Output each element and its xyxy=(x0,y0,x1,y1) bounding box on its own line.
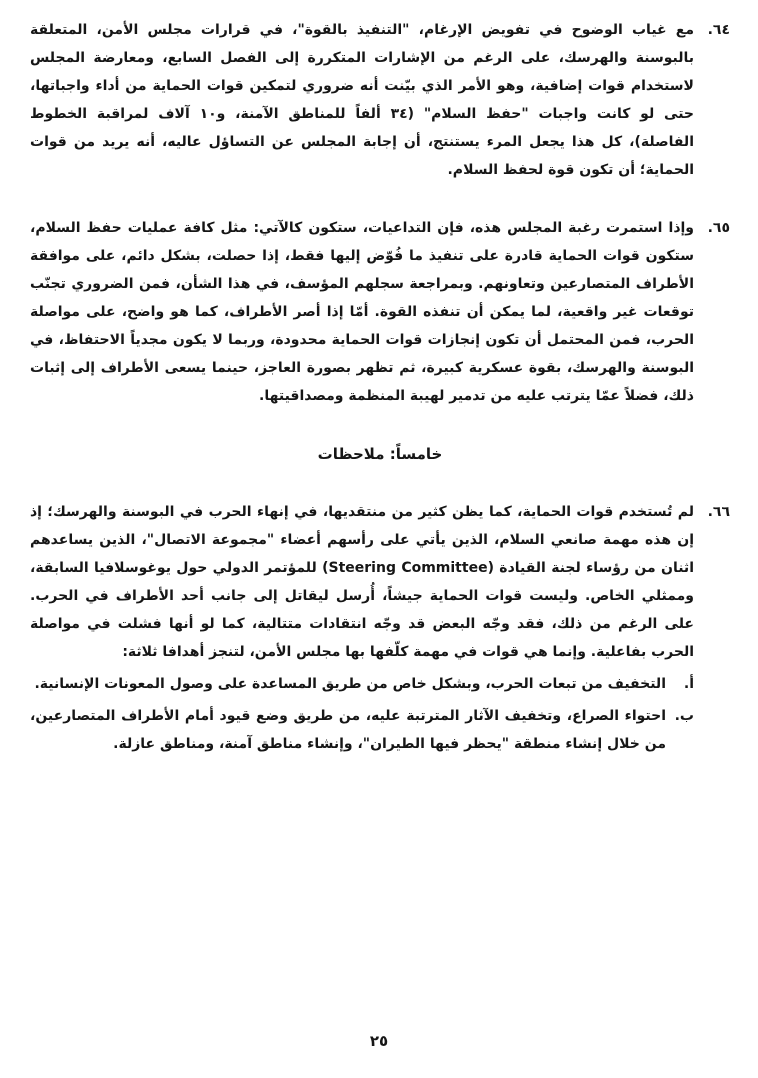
paragraph-66-text: لم تُستخدم قوات الحماية، كما يظن كثير من منتقديها، في إنهاء الحرب في البوسنة والهرسك؛ إذ إن هذه مهمة صانعي السلام، الذين يأتي على رأسهم أعضاء "مجموعة الاتصال"، الذين يساعدهم اثنان من رؤساء لجنة القيادة (Steering Committee) للمؤتمر الدولي حول يوغوسلافيا السابقة، وممثلي الخاص. وليست قوات الحماية جيشاً، أُرسل ليقاتل إلى جانب أحد الأطراف في الحرب. على الرغم من ذلك، فقد وجّه البعض قد وجّه انتقادات متتالية، كما لو أنها فشلت في مواصلة الحرب بفاعلية. وإنما هي قوات في مهمة كلّفها بها مجلس الأمن، لتنجز أهدافا ثلاثة: xyxy=(30,504,694,660)
paragraph-64-number: ٦٤. xyxy=(707,22,730,38)
paragraph-65-text: وإذا استمرت رغبة المجلس هذه، فإن التداعيات، ستكون كالآتي: مثل كافة عمليات حفظ السلام، ستكون قوات الحماية قادرة على تنفيذ ما فُوّض إليها فقط، إذا حصلت، بشكل دائم، على موافقة الأطراف المتصارعين وتعاونهم. وبمراجعة سجلهم المؤسف، في هذا الشأن، فمن الضروري تجنّب توقعات غير واقعية، لما يمكن أن تنفذه القوة. أمّا إذا أصر الأطراف، كما هو واضح، على مواصلة الحرب، فمن المحتمل أن تكون إنجازات قوات الحماية محدودة، وربما لا يكون مجدياً الاحتفاظ، في البوسنة والهرسك، بقوة عسكرية كبيرة، ثم تظهر بصورة العاجز، حينما يسعى الأطراف إلى إثبات ذلك، فضلاً عمّا يترتب عليه من تدمير لهيبة المنظمة ومصداقيتها. xyxy=(30,220,694,404)
paragraph-64-text: مع غياب الوضوح في تفويض الإرغام، "التنفيذ بالقوة"، في قرارات مجلس الأمن، المتعلقة بالبوسنة والهرسك، على الرغم من الإشارات المتكررة إلى الفصل السابع، ومعارضة المجلس لاستخدام قوات إضافية، وهو الأمر الذي بيّنت أنه ضروري لتمكين قوات الحماية من أداء واجباتها، حتى لو كانت واجبات "حفظ السلام" (٣٤ ألفاً للمناطق الآمنة، و١٠ آلاف لمراقبة الخطوط الفاصلة)، كل هذا يجعل المرء يستنتج، أن إجابة المجلس عن التساؤل عاليه، أنه يريد من قوات الحماية؛ أن تكون قوة لحفظ السلام. xyxy=(30,22,694,178)
list-item-b-marker: ب. xyxy=(674,708,694,724)
page-number: ٢٥ xyxy=(369,1032,389,1050)
paragraph-65-number: ٦٥. xyxy=(707,220,730,236)
list-item-a-marker: أ. xyxy=(683,676,694,692)
list-item-a xyxy=(30,670,694,698)
list-item-b-text: احتواء الصراع، وتخفيف الآثار المترتبة عليه، من طريق وضع قيود أمام الأطراف المتصارعين، من خلال إنشاء منطقة "يحظر فيها الطيران"، وإنشاء مناطق آمنة، ومناطق عازلة. xyxy=(30,708,666,752)
paragraph-66-number: ٦٦. xyxy=(707,504,730,520)
list-item-a-text: التخفيف من تبعات الحرب، وبشكل خاص من طريق المساعدة على وصول المعونات الإنسانية. xyxy=(34,676,666,692)
paragraph-66 xyxy=(30,498,730,666)
paragraph-64 xyxy=(30,16,730,184)
list-item-b xyxy=(30,702,694,758)
section-heading: خامساً: ملاحظات xyxy=(317,445,443,463)
paragraph-65 xyxy=(30,214,730,410)
